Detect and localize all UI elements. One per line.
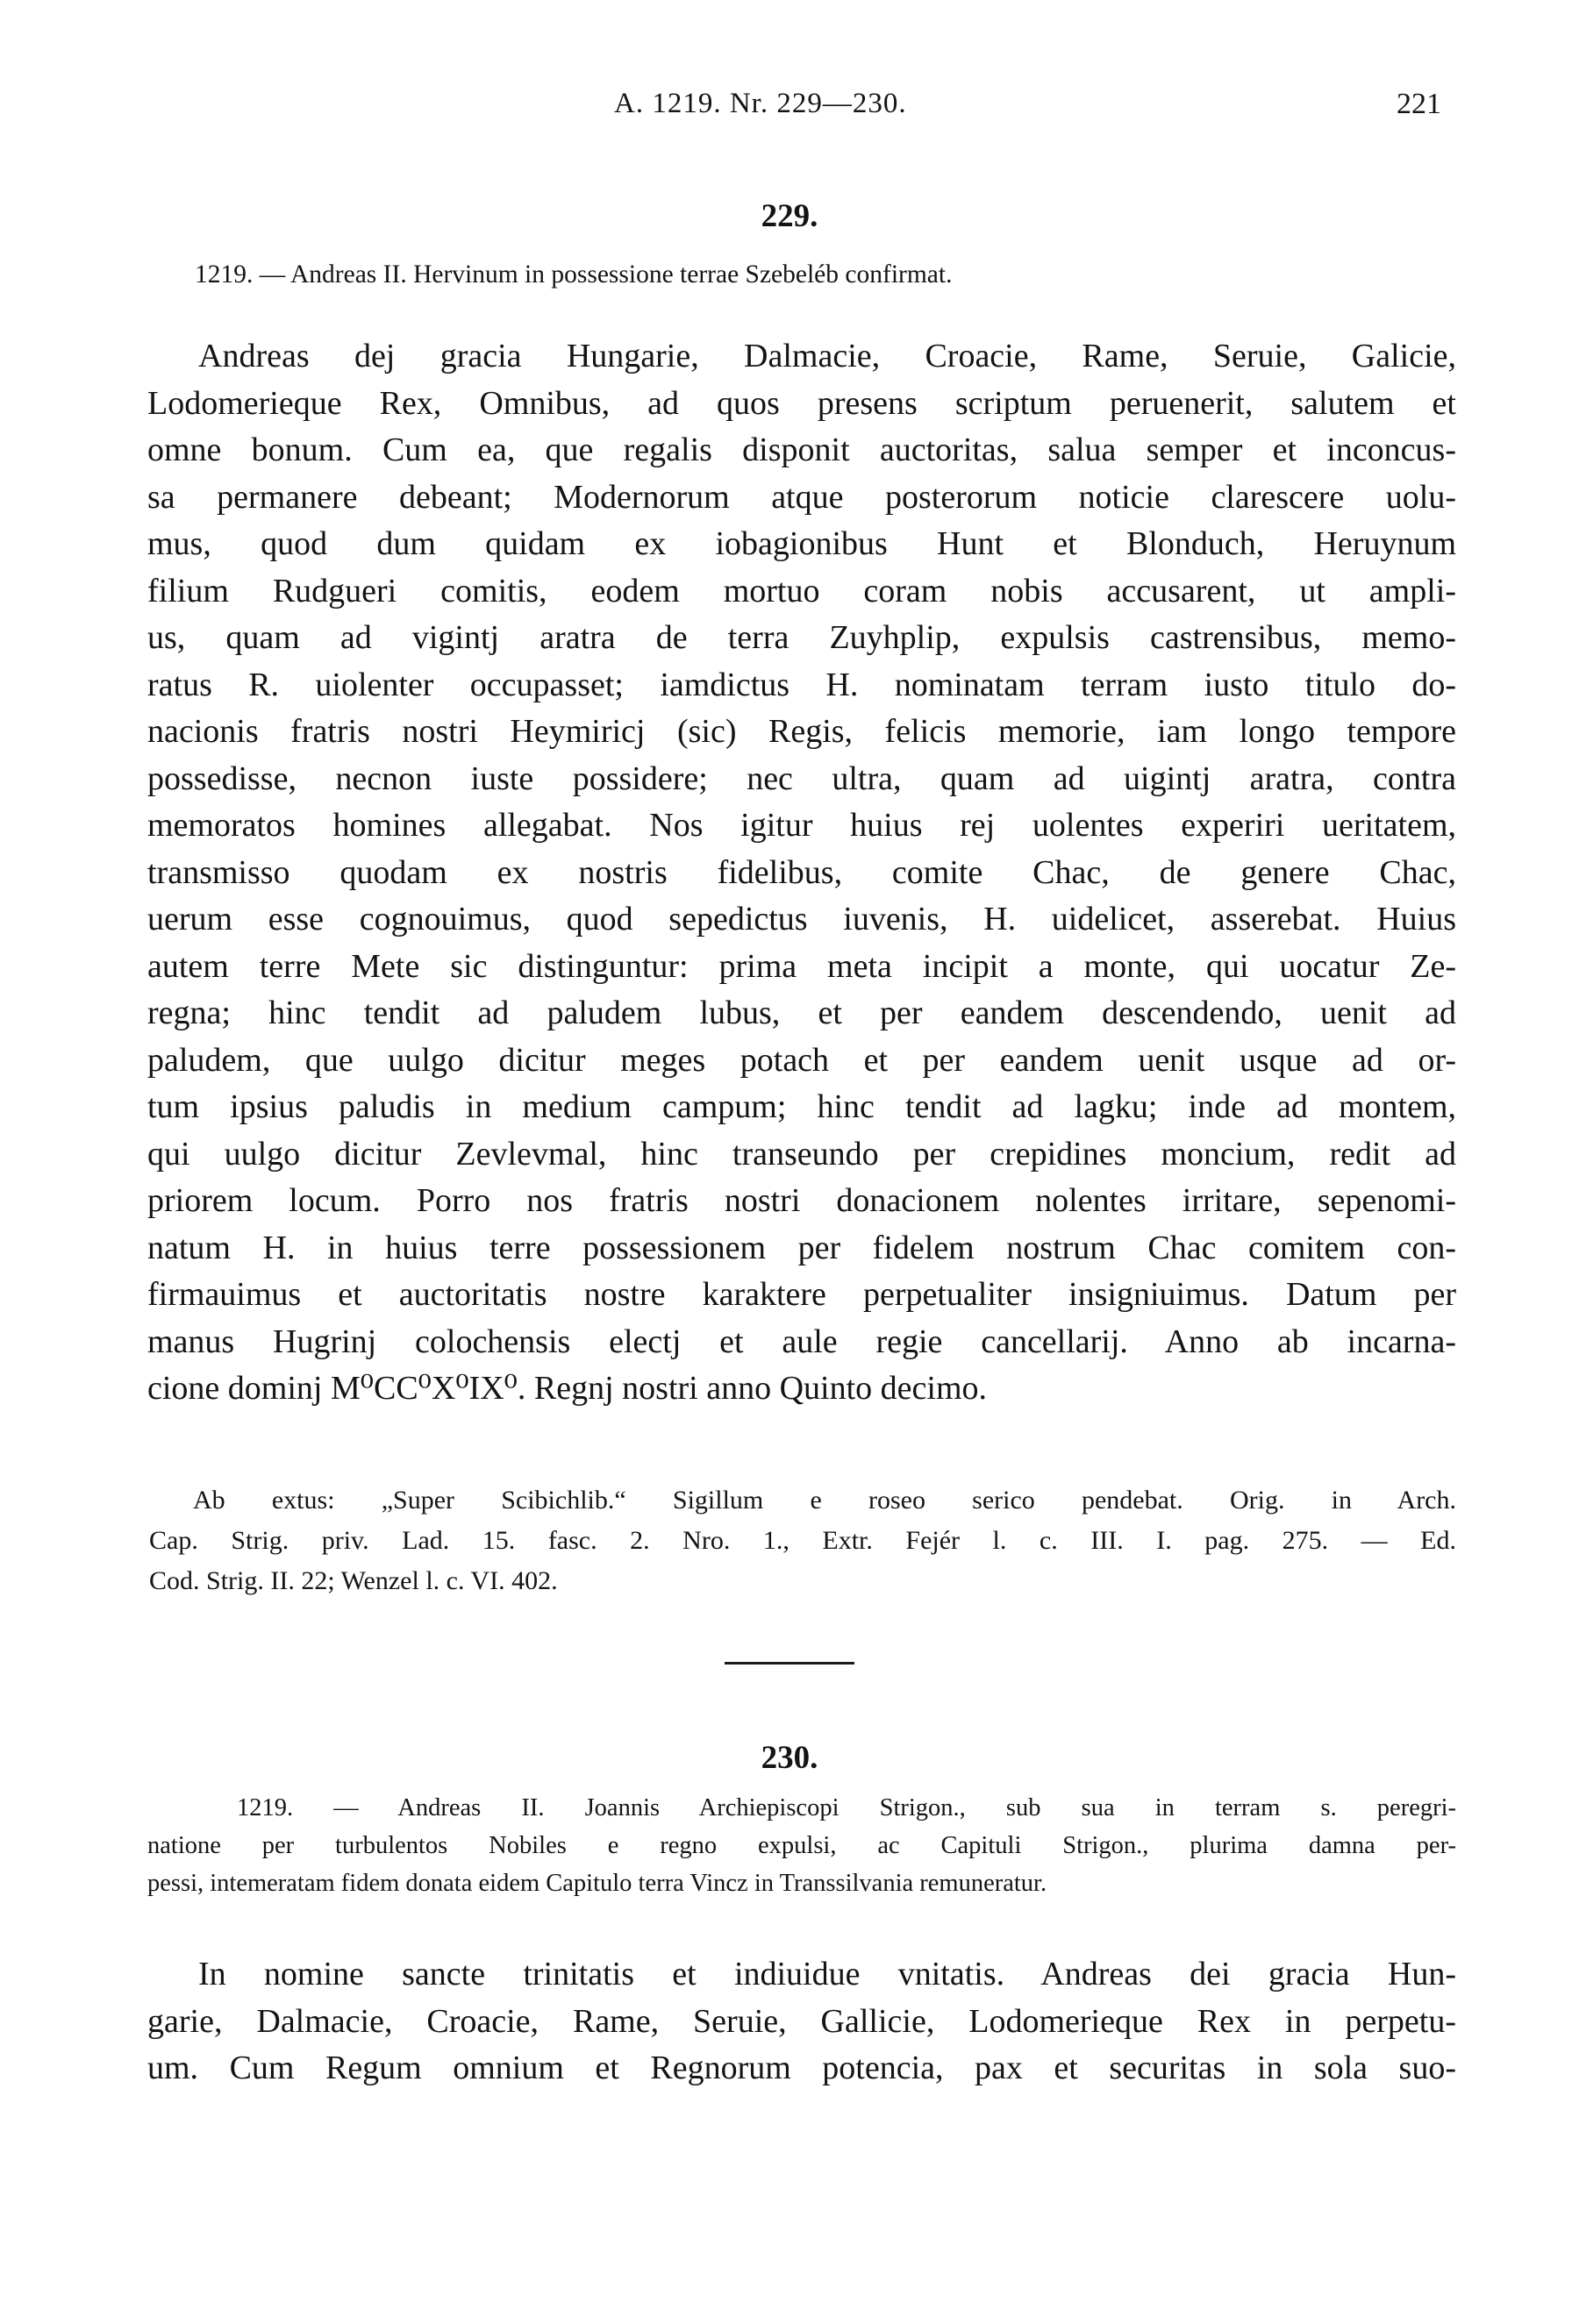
document-text-230	[147, 1951, 1456, 2092]
text-line: um. Cum Regum omnium et Regnorum potencia, pax et securitas in sola suo-	[147, 2050, 1456, 2086]
section-separator	[725, 1662, 854, 1665]
text-line: mus, quod dum quidam ex iobagionibus Hunt et Blonduch, Heruynum	[147, 525, 1456, 562]
text-line: possedisse, necnon iuste possidere; nec ultra, quam ad uigintj aratra, contra	[147, 759, 1456, 797]
note-line: Ab extus: „Super Scibichlib.“ Sigillum e roseo serico pendebat. Orig. in Arch.	[193, 1486, 1456, 1515]
text-line: omne bonum. Cum ea, que regalis disponit auctoritas, salua semper et inconcus-	[147, 431, 1456, 468]
summary-line: natione per turbulentos Nobiles e regno expulsi, ac Capituli Strigon., plurima damna per-	[147, 1832, 1456, 1859]
text-line: paludem, que uulgo dicitur meges potach et per eandem uenit usque ad or-	[147, 1041, 1456, 1079]
document-summary-230	[147, 1789, 1456, 1902]
text-line: natum H. in huius terre possessionem per fidelem nostrum Chac comitem con-	[147, 1229, 1456, 1266]
text-line: filium Rudgueri comitis, eodem mortuo coram nobis accusarent, ut ampli-	[147, 572, 1456, 610]
note-line: Cod. Strig. II. 22; Wenzel l. c. VI. 402.	[149, 1566, 558, 1595]
archival-note-229	[149, 1480, 1456, 1601]
text-line: ratus R. uiolenter occupasset; iamdictus H. nominatam terram iusto titulo do-	[147, 666, 1456, 703]
text-line: cione dominj M⁰CC⁰X⁰IX⁰. Regnj nostri anno Quinto decimo.	[147, 1370, 988, 1407]
document-summary-229: 1219. — Andreas II. Hervinum in possessione terrae Szebeléb confirmat.	[195, 260, 953, 289]
summary-line: pessi, intemeratam fidem donata eidem Capitulo terra Vincz in Transsilvania remuneratur.	[147, 1870, 1047, 1897]
text-line: memoratos homines allegabat. Nos igitur huius rej uolentes experiri ueritatem,	[147, 807, 1456, 844]
summary-line: 1219. — Andreas II. Joannis Archiepiscopi Strigon., sub sua in terram s. peregri-	[237, 1794, 1456, 1821]
text-line: In nomine sancte trinitatis et indiuidue vnitatis. Andreas dei gracia Hun-	[198, 1956, 1456, 1993]
text-line: nacionis fratris nostri Heymiricj (sic) Regis, felicis memorie, iam longo tempore	[147, 713, 1456, 750]
text-line: garie, Dalmacie, Croacie, Rame, Seruie, Gallicie, Lodomerieque Rex in perpetu-	[147, 2002, 1456, 2040]
running-title: A. 1219. Nr. 229—230.	[614, 88, 907, 119]
text-line: transmisso quodam ex nostris fidelibus, comite Chac, de genere Chac,	[147, 853, 1456, 891]
text-line: autem terre Mete sic distinguntur: prima meta incipit a monte, qui uocatur Ze-	[147, 947, 1456, 985]
text-line: firmauimus et auctoritatis nostre karaktere perpetualiter insigniuimus. Datum per	[147, 1276, 1456, 1313]
text-line: uerum esse cognouimus, quod sepedictus iuvenis, H. uidelicet, asserebat. Huius	[147, 901, 1456, 937]
text-line: Andreas dej gracia Hungarie, Dalmacie, Croacie, Rame, Seruie, Galicie,	[198, 338, 1456, 374]
document-number-229: 229.	[761, 198, 818, 234]
document-text-229	[147, 333, 1456, 1413]
text-line: us, quam ad vigintj aratra de terra Zuyhplip, expulsis castrensibus, memo-	[147, 619, 1456, 656]
text-line: Lodomerieque Rex, Omnibus, ad quos presens scriptum peruenerit, salutem et	[147, 384, 1456, 422]
text-line: regna; hinc tendit ad paludem lubus, et per eandem descendendo, uenit ad	[147, 994, 1456, 1031]
document-number-230: 230.	[761, 1740, 818, 1776]
text-line: priorem locum. Porro nos fratris nostri donacionem nolentes irritare, sepenomi-	[147, 1182, 1456, 1219]
text-line: tum ipsius paludis in medium campum; hinc tendit ad lagku; inde ad montem,	[147, 1088, 1456, 1125]
text-line: sa permanere debeant; Modernorum atque posterorum noticie clarescere uolu-	[147, 478, 1456, 516]
note-line: Cap. Strig. priv. Lad. 15. fasc. 2. Nro. 1., Extr. Fejér l. c. III. I. pag. 275. — Ed.	[149, 1526, 1456, 1555]
text-line: qui uulgo dicitur Zevlevmal, hinc transeundo per crepidines moncium, redit ad	[147, 1135, 1456, 1173]
text-line: manus Hugrinj colochensis electj et aule regie cancellarij. Anno ab incarna-	[147, 1322, 1456, 1360]
page-number: 221	[1397, 88, 1441, 120]
